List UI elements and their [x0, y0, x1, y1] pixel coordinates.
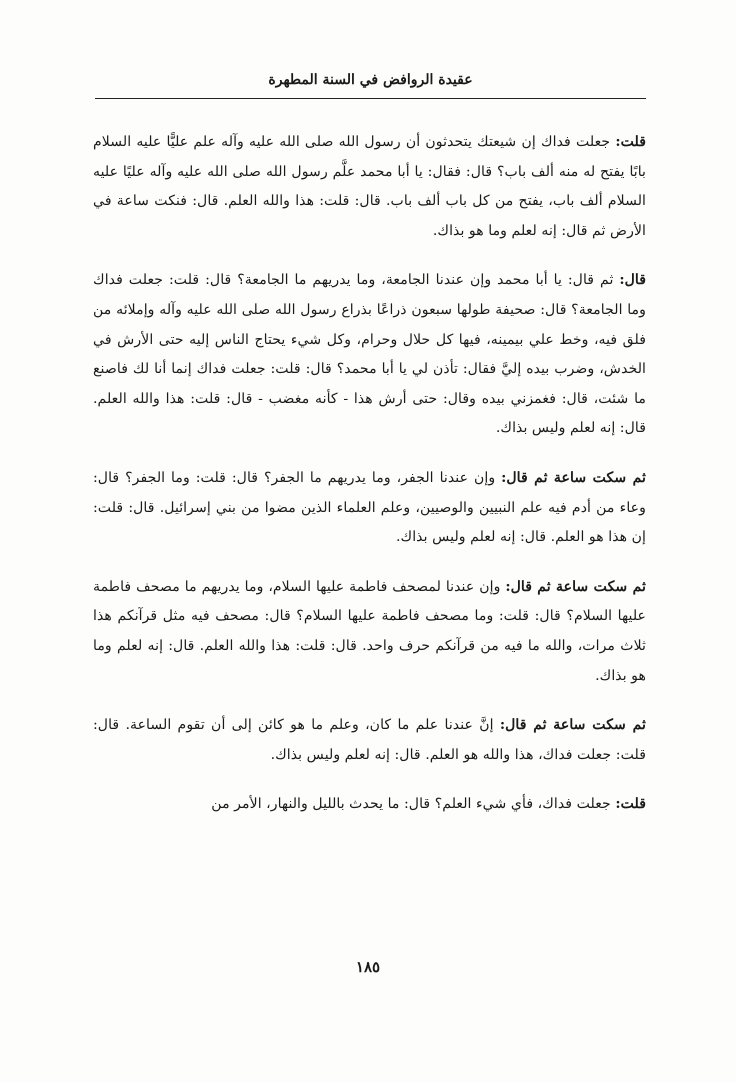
paragraph-text: جعلت فداك، فأي شيء العلم؟ قال: ما يحدث بالليل والنهار، الأمر من	[211, 796, 616, 813]
paragraph-lead: ثم سكت ساعة ثم قال:	[499, 717, 647, 734]
paragraph-text: وإن عندنا الجفر، وما يدريهم ما الجفر؟ قال: قلت: وما الجفر؟ قال: وعاء من أدم فيه علم النبيين والوصيين، وعلم العلماء الذين مضوا من بني إسرائيل. قال: قلت: إن هذا هو العلم. قال: إنه لعلم وليس بذاك.	[93, 469, 646, 546]
paragraph-text: جعلت فداك إن شيعتك يتحدثون أن رسول الله صلى الله عليه وآله علم عليًّا عليه السلام بابًا يفتح له منه ألف باب؟ قال: فقال: يا أبا محمد علَّم رسول الله صلى الله عليه وآله عليًا عليه السلام ألف باب، يفتح من كل باب ألف باب. قال: قلت: هذا والله العلم. قال: فنكت ساعة في الأرض ثم قال: إنه لعلم وما هو بذاك.	[93, 134, 646, 239]
paragraph-text: وإن عندنا لمصحف فاطمة عليها السلام، وما يدريهم ما مصحف فاطمة عليها السلام؟ قال: قلت: وما مصحف فاطمة عليها السلام؟ قال: مصحف فيه مثل قرآنكم هذا ثلاث مرات، والله ما فيه من قرآنكم حرف واحد. قال: قلت: هذا والله العلم. قال: إنه لعلم وما هو بذاك.	[93, 578, 646, 684]
paragraph-lead: ثم سكت ساعة ثم قال:	[505, 578, 647, 595]
paragraph-text: إنَّ عندنا علم ما كان، وعلم ما هو كائن إلى أن تقوم الساعة. قال: قلت: جعلت فداك، هذا والله هو العلم. قال: إنه لعلم وليس بذاك.	[93, 717, 646, 763]
paragraph-5	[93, 711, 646, 770]
paragraph-lead: قلت:	[615, 796, 646, 813]
body-text	[93, 128, 646, 840]
paragraph-text: ثم قال: يا أبا محمد وإن عندنا الجامعة، وما يدريهم ما الجامعة؟ قال: قلت: جعلت فداك وما الجامعة؟ قال: صحيفة طولها سبعون ذراعًا بذراع رسول الله صلى الله عليه وآله وإملائه من فلق فيه، وخط علي بيمينه، فيها كل حلال وحرام، وكل شيء يحتاج الناس إليه حتى الأرش في الخدش، وضرب بيده إليَّ فقال: تأذن لي يا أبا محمد؟ قال: قلت: جعلت فداك إنما أنا لك فاصنع ما شئت، قال: فغمزني بيده وقال: حتى أرش هذا - كأنه مغضب - قال: قلت: هذا والله العلم. قال: إنه لعلم وليس بذاك.	[93, 272, 646, 437]
paragraph-2	[93, 266, 646, 444]
paragraph-3	[93, 464, 646, 553]
running-header	[95, 72, 646, 99]
paragraph-1	[93, 128, 646, 246]
paragraph-lead: قال:	[619, 272, 646, 289]
paragraph-6	[93, 790, 646, 820]
paragraph-lead: ثم سكت ساعة ثم قال:	[501, 469, 646, 486]
page-number: ١٨٥	[355, 958, 381, 976]
running-header-title: عقيدة الروافض في السنة المطهرة	[268, 72, 473, 88]
paragraph-lead: قلت:	[615, 134, 646, 150]
paragraph-4	[93, 573, 646, 691]
